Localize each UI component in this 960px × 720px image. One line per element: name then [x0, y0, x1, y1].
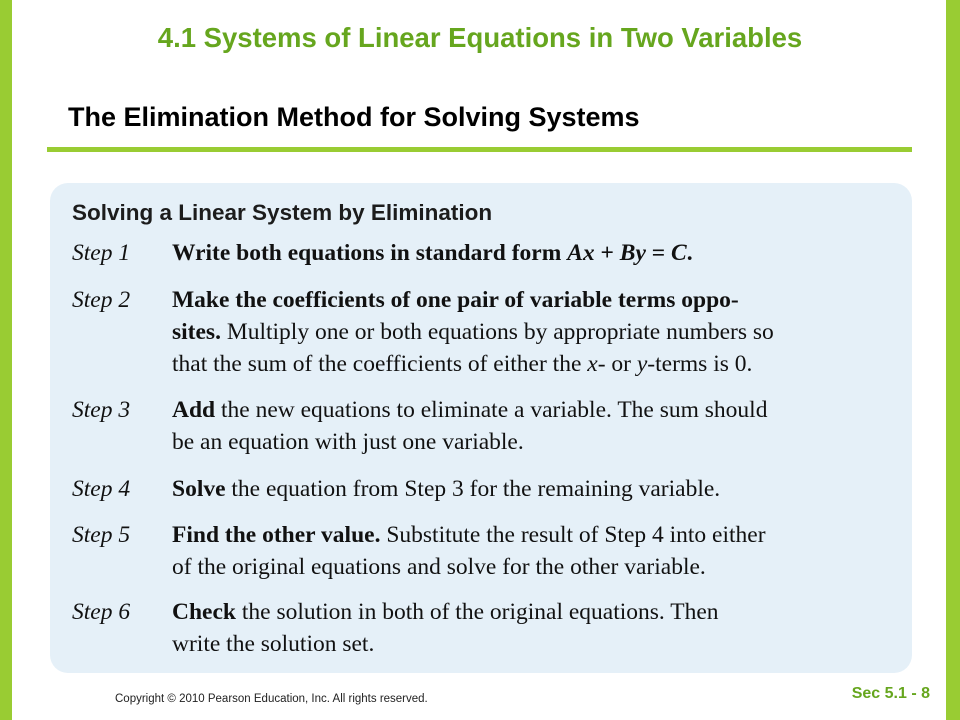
step-line: of the original equations and solve for the other variable.	[172, 554, 706, 580]
step-text	[172, 284, 897, 380]
step-label: Step 2	[72, 287, 131, 313]
step-line: Solve the equation from Step 3 for the remaining variable.	[172, 476, 721, 502]
step-label: Step 1	[72, 240, 131, 266]
procedure-box	[50, 183, 912, 673]
step-label: Step 5	[72, 522, 131, 548]
step-text	[172, 519, 897, 583]
step-line: Make the coefficients of one pair of variable terms oppo-	[172, 287, 739, 313]
slide-subtitle: The Elimination Method for Solving Systems	[68, 102, 640, 132]
section-number: Sec 5.1 - 8	[851, 685, 930, 702]
step-line: Write both equations in standard form Ax + By = C.	[172, 240, 693, 266]
step-text	[172, 237, 897, 269]
step-line: write the solution set.	[172, 631, 375, 657]
procedure-heading: Solving a Linear System by Elimination	[72, 200, 493, 225]
step-text	[172, 473, 897, 505]
left-accent-bar	[0, 0, 12, 720]
title-divider	[47, 147, 912, 152]
step-text	[172, 596, 897, 660]
step-label: Step 4	[72, 476, 131, 502]
step-line: sites. Multiply one or both equations by appropriate numbers so	[172, 319, 774, 345]
step-line: Add the new equations to eliminate a variable. The sum should	[172, 397, 768, 423]
step-line: be an equation with just one variable.	[172, 429, 524, 455]
step-line: Check the solution in both of the original equations. Then	[172, 599, 719, 625]
step-label: Step 3	[72, 397, 131, 423]
right-accent-bar	[946, 0, 960, 720]
step-line: that the sum of the coefficients of either the x- or y-terms is 0.	[172, 351, 753, 377]
step-text	[172, 394, 897, 458]
copyright-notice: Copyright © 2010 Pearson Education, Inc. All rights reserved.	[115, 693, 428, 705]
step-line: Find the other value. Substitute the result of Step 4 into either	[172, 522, 766, 548]
slide-title: 4.1 Systems of Linear Equations in Two Variables	[157, 22, 803, 53]
step-label: Step 6	[72, 599, 131, 625]
